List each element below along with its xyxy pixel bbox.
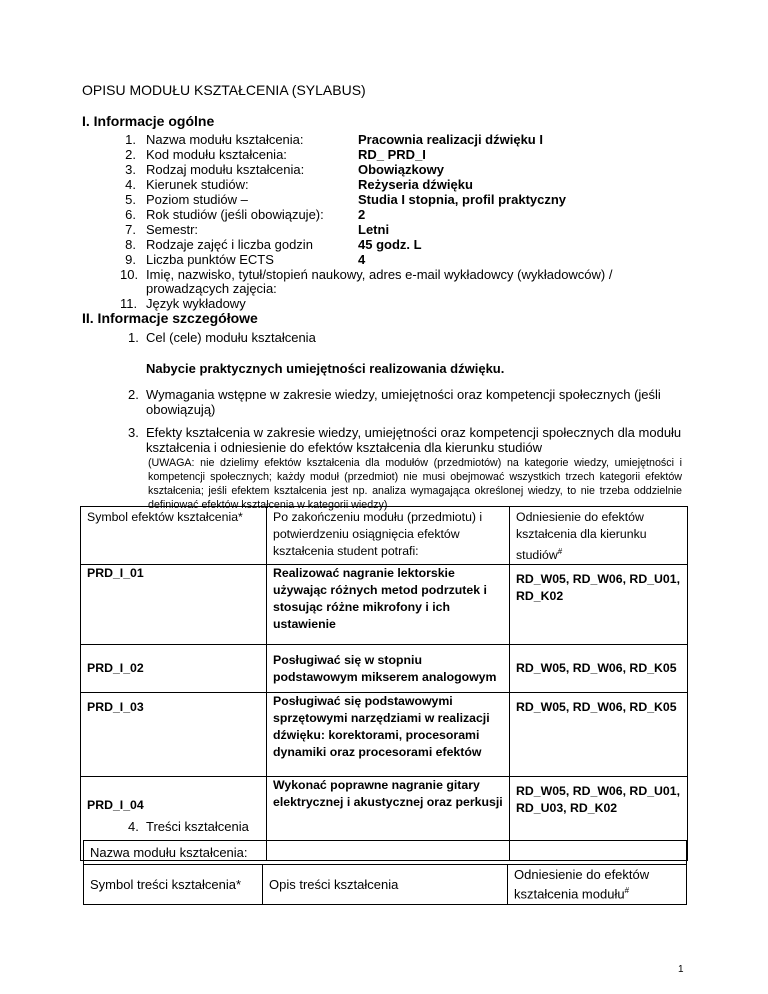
effect-description: Realizować nagranie lektorskie używając różnych metod podrzutek i stosując różne mikrofony i ich ustawienie [267,565,510,645]
effect-description: Posługiwać się podstawowymi sprzętowymi narzędziami w realizacji dźwięku: korektorami, procesorami dynamiki oraz procesorami efektów [267,693,510,777]
item-label: Rok studiów (jeśli obowiązuje): [146,207,324,222]
lecturer-label-line1: Imię, nazwisko, tytuł/stopień naukowy, adres e-mail wykładowcy (wykładowców) / [146,267,613,282]
language-label: Język wykładowy [146,296,246,311]
effects-line2: kształcenia i odniesienie do efektów kształcenia dla kierunku studiów [146,440,542,455]
effect-reference: RD_W05, RD_W06, RD_U01, RD_K02 [510,565,688,645]
header-description: Po zakończeniu modułu (przedmiotu) i potwierdzeniu osiągnięcia efektów kształcenia student potrafi: [267,507,510,565]
table-header-row [84,865,687,905]
table-header-row [81,507,688,565]
prerequisites-line2: obowiązują) [146,402,216,417]
table-row [81,645,688,693]
item-label: Semestr: [146,222,199,237]
effect-description: Posługiwać się w stopniu podstawowym mikserem analogowym [267,645,510,693]
item-number: 6. [125,207,136,222]
section-1-heading: I. Informacje ogólne [82,113,215,129]
effect-reference: RD_W05, RD_W06, RD_K05 [510,645,688,693]
item-number: 2. [128,387,139,402]
effect-symbol: PRD_I_02 [81,645,267,693]
item-label: Rodzaj modułu kształcenia: [146,162,305,177]
effects-note: (UWAGA: nie dzielimy efektów kształcenia dla modułów (przedmiotów) na kategorie wiedzy, umiejętności i kompetencji społecznych; każdy moduł (przedmiot) nie musi obejmować wszystkich trzech kategorii efektów kształcenia; jeśli efektem kształcenia jest np. analiza wymagająca określonej wiedzy, to nie trzeba oddzielnie definiować efektów kształcenia w kategorii wiedzy) [148,457,682,511]
learning-effects-table [80,506,688,861]
effects-line1: Efekty kształcenia w zakresie wiedzy, umiejętności oraz kompetencji społecznych dla modułu [146,425,682,440]
item-value: Letni [358,222,390,237]
item-label: Kod modułu kształcenia: [146,147,287,162]
item-number: 5. [125,192,136,207]
effect-symbol: PRD_I_04 [81,777,267,861]
item-number: 3. [125,162,136,177]
item-value: 2 [358,207,366,222]
item-number: 4. [125,177,136,192]
item-number: 4. [128,819,139,834]
page-number: 1 [678,964,684,975]
effect-reference: RD_W05, RD_W06, RD_U01, RD_U03, RD_K02 [510,777,688,861]
prerequisites-line1: Wymagania wstępne w zakresie wiedzy, umiejętności oraz kompetencji społecznych (jeśli [146,387,661,402]
table-title-row [84,841,687,865]
item-value: Reżyseria dźwięku [358,177,473,192]
item-number: 11. [120,296,138,311]
module-name-cell: Nazwa modułu kształcenia: [84,841,687,865]
goal-label: Cel (cele) modułu kształcenia [146,330,316,345]
item-number: 8. [125,237,136,252]
item-number: 9. [125,252,136,267]
item-value: Pracownia realizacji dźwięku I [358,132,543,147]
effect-reference: RD_W05, RD_W06, RD_K05 [510,693,688,777]
module-goal: Nabycie praktycznych umiejętności realizowania dźwięku. [146,361,505,376]
item-value: Obowiązkowy [358,162,444,177]
header-content-reference: Odniesienie do efektów kształcenia modułu# [508,865,687,905]
section-2-heading: II. Informacje szczegółowe [82,310,258,326]
item-label: Poziom studiów – [146,192,248,207]
header-reference: Odniesienie do efektów kształcenia dla kierunku studiów# [510,507,688,565]
effect-description: Wykonać poprawne nagranie gitary elektrycznej i akustycznej oraz perkusji [267,777,510,861]
content-table [83,840,687,905]
item-label: Rodzaje zajęć i liczba godzin [146,237,313,252]
item-number: 1. [125,132,136,147]
lecturer-label-line2: prowadzących zajęcia: [146,281,277,296]
item-number: 2. [125,147,136,162]
header-content-description: Opis treści kształcenia [263,865,508,905]
item-value: RD_ PRD_I [358,147,426,162]
item-number: 3. [128,425,139,440]
content-label: Treści kształcenia [146,819,249,834]
header-content-symbol: Symbol treści kształcenia* [84,865,263,905]
item-number: 1. [128,330,139,345]
header-symbol: Symbol efektów kształcenia* [81,507,267,565]
item-value: 4 [358,252,366,267]
item-number: 7. [125,222,136,237]
effect-symbol: PRD_I_03 [81,693,267,777]
effect-symbol: PRD_I_01 [81,565,267,645]
item-value: 45 godz. L [358,237,422,252]
document-title: OPISU MODUŁU KSZTAŁCENIA (SYLABUS) [82,82,366,98]
item-label: Nazwa modułu kształcenia: [146,132,304,147]
item-value: Studia I stopnia, profil praktyczny [358,192,567,207]
item-label: Liczba punktów ECTS [146,252,274,267]
item-number: 10. [120,267,139,282]
table-row [81,565,688,645]
item-label: Kierunek studiów: [146,177,249,192]
table-row [81,693,688,777]
